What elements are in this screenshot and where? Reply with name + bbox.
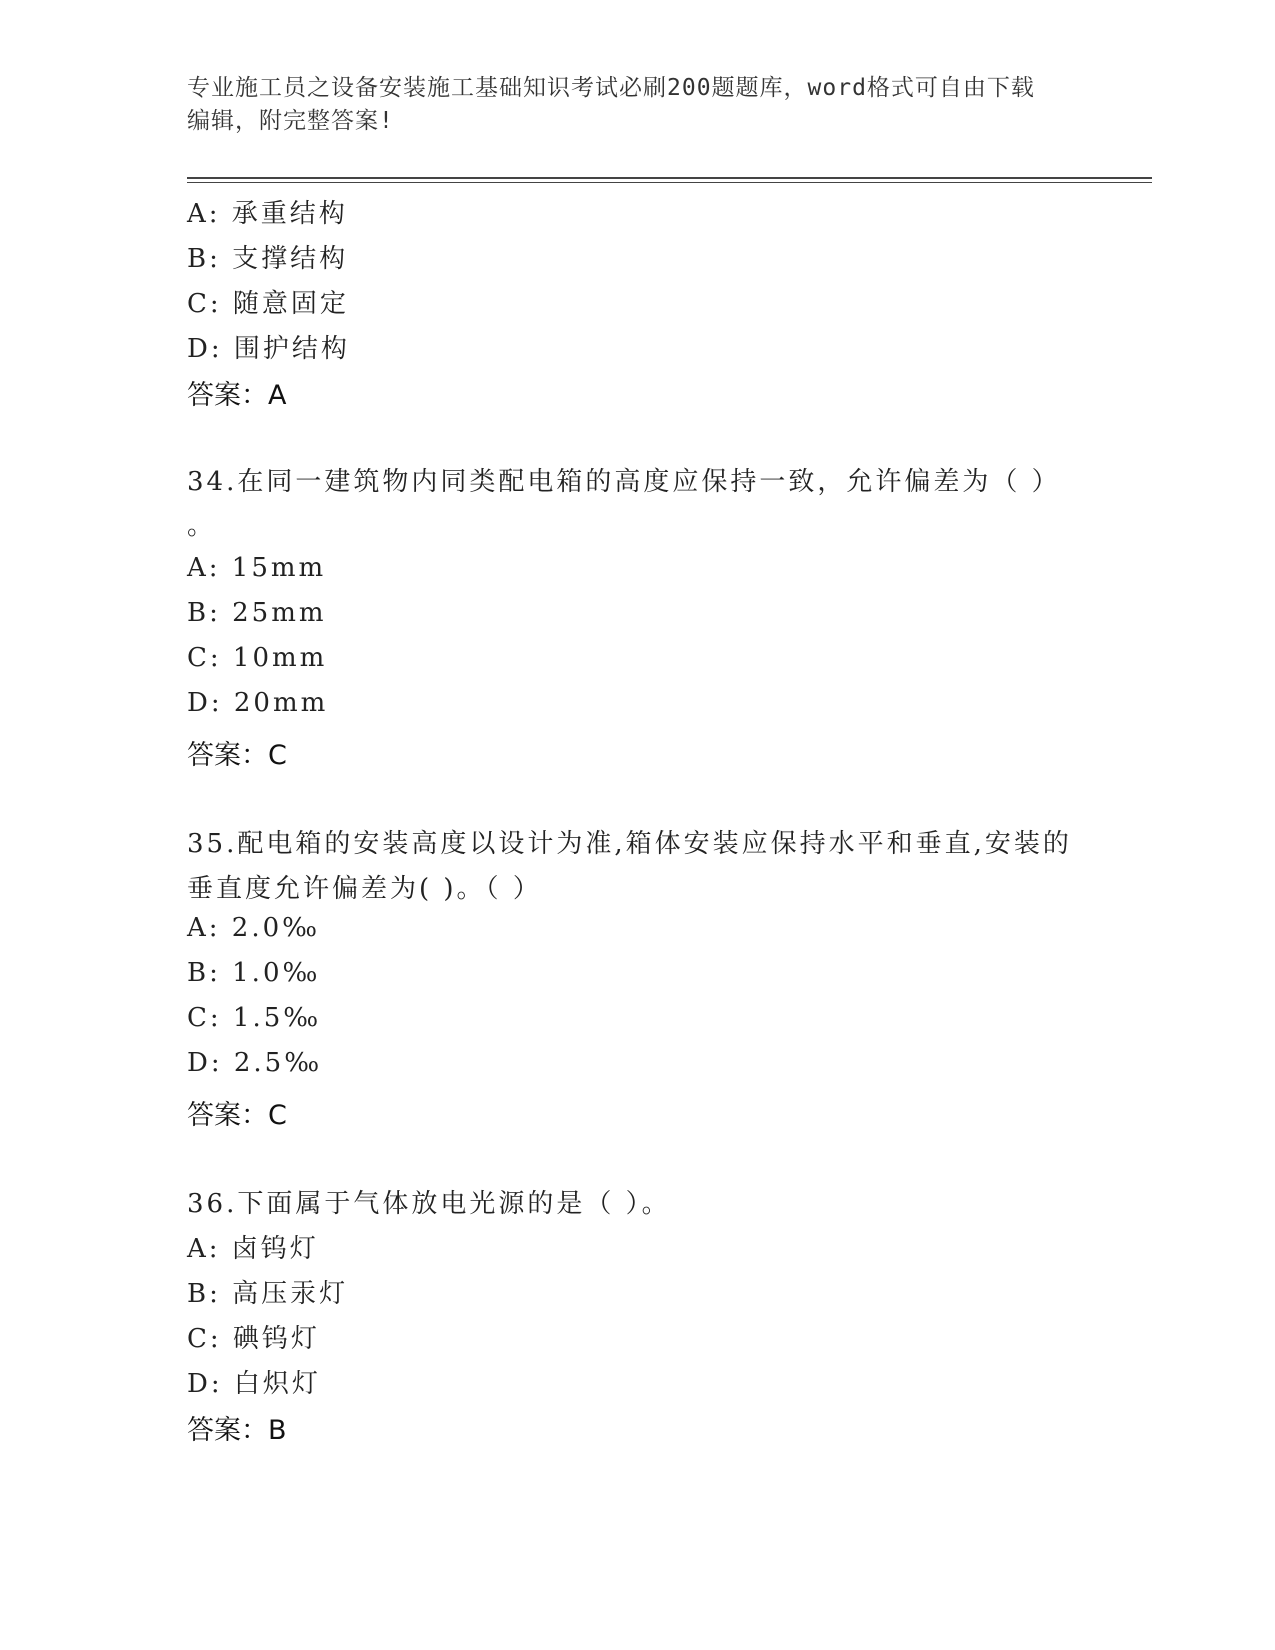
q35-answer <box>187 1093 287 1132</box>
document-header <box>187 72 1087 138</box>
answer-value: A <box>268 380 287 411</box>
q34-option-b: B: 25mm <box>187 598 327 628</box>
q36-question: 36.下面属于气体放电光源的是（ ）。 <box>187 1189 671 1219</box>
q36-option-b: B: 高压汞灯 <box>187 1279 349 1309</box>
header-divider-thin <box>187 182 1152 183</box>
q36-option-a: A: 卤钨灯 <box>187 1234 319 1264</box>
q34-option-c: C: 10mm <box>187 643 328 673</box>
q35-option-a: A: 2.0‰ <box>187 913 321 943</box>
header-title-line2: 编辑，附完整答案! <box>187 108 394 134</box>
header-divider-thick <box>187 177 1152 179</box>
q34-option-a: A: 15mm <box>187 553 327 583</box>
answer-value: B <box>268 1415 287 1446</box>
q35-question: 35.配电箱的安装高度以设计为准,箱体安装应保持水平和垂直,安装的 <box>187 829 1072 859</box>
q35-option-d: D: 2.5‰ <box>187 1048 323 1078</box>
q34-option-d: D: 20mm <box>187 688 329 718</box>
q33-option-c: C: 随意固定 <box>187 289 349 319</box>
q33-answer <box>187 373 286 412</box>
answer-label: 答案： <box>187 380 268 411</box>
q35-option-b: B: 1.0‰ <box>187 958 321 988</box>
answer-label: 答案： <box>187 740 268 771</box>
q33-option-a: A: 承重结构 <box>187 199 348 229</box>
q33-option-b: B: 支撑结构 <box>187 244 349 274</box>
answer-value: C <box>268 740 287 771</box>
q33-option-d: D: 围护结构 <box>187 334 350 364</box>
answer-label: 答案： <box>187 1100 268 1131</box>
q34-question-cont: 。 <box>187 511 217 541</box>
q36-option-c: C: 碘钨灯 <box>187 1324 320 1354</box>
q36-option-d: D: 白炽灯 <box>187 1369 321 1399</box>
header-title-line1: 专业施工员之设备安装施工基础知识考试必刷200题题库，word格式可自由下载 <box>187 75 1035 101</box>
answer-label: 答案： <box>187 1415 268 1446</box>
q35-option-c: C: 1.5‰ <box>187 1003 322 1033</box>
q36-answer <box>187 1408 287 1447</box>
answer-value: C <box>268 1100 287 1131</box>
q34-question: 34.在同一建筑物内同类配电箱的高度应保持一致，允许偏差为（ ） <box>187 467 1061 497</box>
q34-answer <box>187 733 287 772</box>
q35-question-cont: 垂直度允许偏差为( )。（ ） <box>187 874 542 904</box>
